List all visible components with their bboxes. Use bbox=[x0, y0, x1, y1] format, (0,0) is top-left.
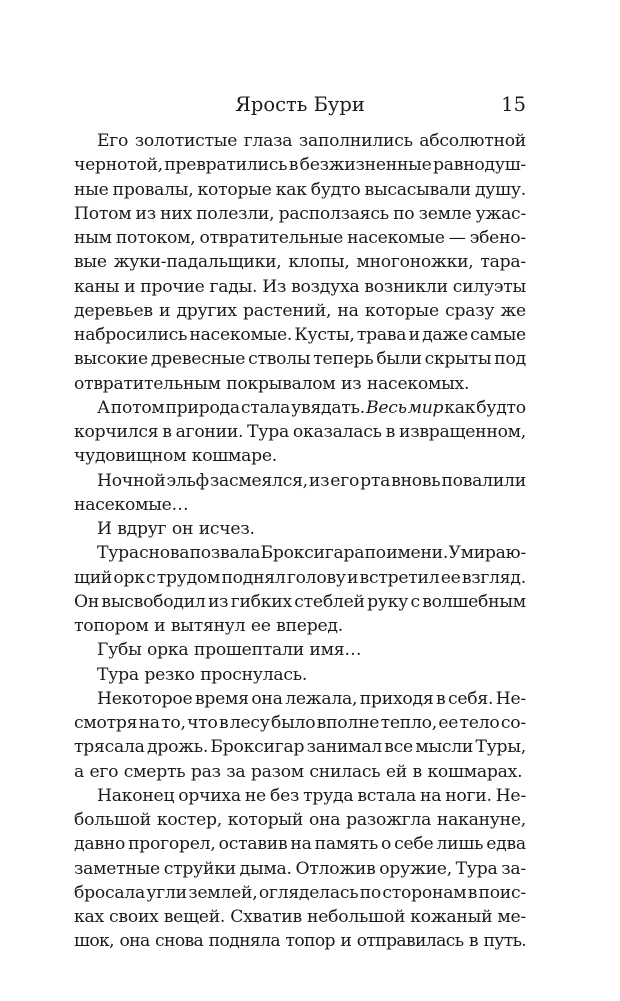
word: прочие bbox=[140, 276, 205, 297]
word: его bbox=[89, 761, 119, 782]
word: Он bbox=[74, 591, 100, 612]
word: приходя bbox=[359, 688, 434, 709]
word: в bbox=[218, 713, 229, 733]
word: в bbox=[385, 422, 396, 442]
word: струйки bbox=[163, 858, 236, 879]
word: древесные bbox=[150, 349, 246, 370]
word: Тура bbox=[97, 543, 139, 564]
word: вперед. bbox=[276, 616, 343, 636]
word: Тура bbox=[455, 858, 498, 879]
word: давно bbox=[74, 834, 126, 855]
word: имени. bbox=[386, 543, 449, 564]
text-line bbox=[74, 808, 526, 832]
text-line bbox=[74, 493, 526, 517]
word: лежала, bbox=[285, 688, 358, 709]
word: Тура bbox=[97, 664, 139, 685]
word: разом bbox=[250, 761, 304, 782]
word: имя… bbox=[309, 640, 362, 661]
word: клопы, bbox=[288, 252, 350, 273]
word: будто bbox=[310, 179, 361, 200]
word: бросала bbox=[74, 882, 145, 903]
word: высокие bbox=[74, 349, 148, 370]
word: топор bbox=[285, 931, 335, 952]
word: абсолютной bbox=[419, 131, 526, 151]
text-line bbox=[74, 396, 526, 420]
word: на bbox=[420, 785, 442, 806]
word: из bbox=[135, 203, 156, 224]
word: она bbox=[308, 810, 341, 830]
word: тело bbox=[459, 713, 500, 733]
word: его bbox=[330, 470, 360, 491]
text-line bbox=[74, 420, 526, 444]
word: гибких bbox=[230, 591, 292, 612]
text-line bbox=[74, 517, 526, 541]
word: отвратительные bbox=[199, 228, 343, 248]
word: воздуха bbox=[291, 276, 360, 297]
text-line bbox=[74, 784, 526, 808]
word: отправилась bbox=[356, 931, 464, 952]
word: поис- bbox=[478, 882, 526, 903]
word: она bbox=[251, 688, 283, 709]
text-line bbox=[74, 226, 526, 250]
word: большой bbox=[74, 810, 152, 830]
word: дыма. bbox=[239, 858, 292, 879]
word: не bbox=[244, 785, 266, 806]
text-line bbox=[74, 250, 526, 274]
word: и bbox=[154, 616, 166, 636]
word: Туры, bbox=[475, 737, 526, 758]
word: эльф bbox=[166, 470, 209, 491]
word: шок, bbox=[74, 931, 114, 952]
word: себе bbox=[394, 834, 434, 855]
word: Кусты, bbox=[294, 325, 355, 345]
word: вполне bbox=[316, 713, 380, 733]
word: кошмарах. bbox=[427, 761, 523, 782]
word: о bbox=[380, 834, 392, 855]
text-line bbox=[74, 614, 526, 638]
text-line bbox=[74, 711, 526, 735]
word: Из bbox=[262, 276, 287, 297]
word: из bbox=[308, 470, 330, 491]
word: глаза bbox=[243, 131, 293, 151]
word: раз bbox=[190, 761, 221, 782]
text-line bbox=[74, 202, 526, 226]
word: и bbox=[347, 567, 359, 588]
word: без bbox=[269, 785, 300, 806]
word: за bbox=[226, 761, 246, 782]
text-line bbox=[74, 881, 526, 905]
word: по bbox=[393, 203, 415, 224]
word: кошмаре. bbox=[191, 446, 278, 467]
word: время bbox=[194, 688, 249, 709]
word: то, bbox=[161, 713, 186, 733]
word: руку bbox=[367, 591, 409, 612]
word: разожгла bbox=[346, 810, 432, 830]
word: трава bbox=[356, 325, 407, 345]
word: огляделась bbox=[258, 882, 359, 903]
word: покрывалом bbox=[226, 373, 336, 394]
text-line bbox=[74, 299, 526, 323]
word: и bbox=[159, 300, 171, 321]
word: потом bbox=[110, 397, 165, 418]
word: позвала bbox=[189, 543, 261, 564]
word: сразу bbox=[445, 300, 495, 321]
word: в bbox=[162, 422, 172, 442]
word: ее bbox=[438, 713, 459, 733]
word: душу. bbox=[474, 179, 526, 200]
word: возникли bbox=[364, 276, 448, 297]
word: заполнились bbox=[298, 131, 413, 151]
text-line bbox=[74, 905, 526, 929]
word: — bbox=[448, 228, 466, 248]
word: сторонам bbox=[382, 882, 467, 903]
word: Броксигара bbox=[260, 543, 365, 564]
word: даже bbox=[422, 325, 468, 345]
word: и bbox=[124, 276, 136, 297]
word: самые bbox=[470, 325, 526, 345]
word: Весь bbox=[365, 397, 407, 418]
word: снова bbox=[139, 543, 190, 564]
word: агонии. bbox=[175, 422, 244, 442]
text-line bbox=[74, 760, 526, 784]
word: снова bbox=[155, 931, 204, 952]
text-line bbox=[74, 566, 526, 590]
word: провалы, bbox=[112, 179, 194, 200]
word: память bbox=[314, 834, 378, 855]
word: корчился bbox=[74, 422, 159, 442]
word: ные bbox=[74, 179, 109, 200]
running-head-title: Ярость Бури bbox=[235, 93, 365, 116]
word: А bbox=[97, 397, 110, 418]
word: ным bbox=[74, 228, 112, 248]
word: дрожь. bbox=[147, 737, 209, 758]
word: были bbox=[376, 349, 422, 370]
word: Отложив bbox=[295, 858, 376, 879]
word: силуэты bbox=[452, 276, 526, 297]
word: отвратительным bbox=[74, 373, 221, 394]
word: из bbox=[207, 591, 229, 612]
text-line bbox=[74, 590, 526, 614]
word: орк bbox=[113, 567, 145, 588]
word: трясала bbox=[74, 737, 145, 758]
word: И bbox=[97, 519, 112, 539]
word: прошептали bbox=[193, 640, 304, 661]
word: насекомые. bbox=[189, 325, 293, 345]
word: стала bbox=[240, 397, 291, 418]
word: снилась bbox=[309, 761, 381, 782]
word: трудом bbox=[156, 567, 221, 588]
word: деревьев bbox=[74, 300, 153, 321]
word: стеблей bbox=[294, 591, 365, 612]
word: голову bbox=[286, 567, 346, 588]
word: накануне, bbox=[436, 810, 526, 830]
word: лесу bbox=[229, 713, 270, 733]
word: поднял bbox=[221, 567, 286, 588]
word: было bbox=[271, 713, 316, 733]
word: заметные bbox=[74, 858, 160, 879]
word: со- bbox=[500, 713, 526, 733]
word: встала bbox=[357, 785, 417, 806]
word: с bbox=[410, 591, 420, 612]
word: встретил bbox=[359, 567, 440, 588]
word: жуки-падальщики, bbox=[113, 252, 282, 273]
word: превратились bbox=[164, 155, 288, 176]
word: ей bbox=[385, 761, 407, 782]
word: и bbox=[340, 931, 352, 952]
word: взгляд. bbox=[461, 567, 526, 588]
word: орчиха bbox=[178, 785, 241, 806]
word: который bbox=[227, 810, 304, 830]
text-line bbox=[74, 541, 526, 565]
word: она bbox=[119, 931, 150, 952]
word: высасывали bbox=[364, 179, 471, 200]
word: тара- bbox=[480, 252, 526, 273]
text-line bbox=[74, 857, 526, 881]
word: гады. bbox=[209, 276, 258, 297]
text-line bbox=[74, 129, 526, 153]
word: в bbox=[468, 931, 478, 952]
word: эбено- bbox=[469, 228, 526, 248]
word: исчез. bbox=[198, 519, 255, 539]
word: на bbox=[290, 834, 312, 855]
word: скрыты bbox=[424, 349, 492, 370]
word: проснулась. bbox=[200, 664, 308, 685]
word: каны bbox=[74, 276, 120, 297]
word: рта bbox=[360, 470, 391, 491]
word: же bbox=[500, 300, 526, 321]
word: небольшой bbox=[307, 907, 406, 927]
text-line bbox=[74, 444, 526, 468]
word: вдруг bbox=[117, 519, 167, 539]
text-line bbox=[74, 347, 526, 371]
word: теперь bbox=[313, 349, 374, 370]
word: безжизненные bbox=[299, 155, 432, 176]
word: Ночной bbox=[97, 470, 166, 491]
word: многоножки, bbox=[356, 252, 474, 273]
word: оружие, bbox=[379, 858, 452, 879]
word: Тура bbox=[247, 422, 289, 442]
word: извращенном, bbox=[399, 422, 526, 442]
word: топором bbox=[74, 616, 149, 636]
word: с bbox=[146, 567, 156, 588]
word: Наконец bbox=[97, 785, 175, 806]
word: насекомые… bbox=[74, 494, 189, 515]
word: труда bbox=[303, 785, 354, 806]
text-line bbox=[74, 687, 526, 711]
word: землей, bbox=[188, 882, 258, 903]
running-head bbox=[74, 92, 526, 118]
word: на bbox=[138, 713, 160, 733]
word: костер, bbox=[156, 810, 222, 830]
word: как bbox=[444, 397, 476, 418]
word: насекомых. bbox=[366, 373, 470, 394]
word: вытянул bbox=[170, 616, 246, 636]
word: растений, bbox=[243, 300, 332, 321]
word: них bbox=[160, 203, 192, 224]
word: лишь bbox=[436, 834, 484, 855]
word: ее bbox=[250, 616, 271, 636]
word: ужас- bbox=[475, 203, 526, 224]
word: ме- bbox=[497, 907, 526, 927]
word: увядать. bbox=[291, 397, 365, 418]
word: высвободил bbox=[101, 591, 206, 612]
word: вновь bbox=[391, 470, 441, 491]
word: Схватив bbox=[230, 907, 302, 927]
text-line bbox=[74, 638, 526, 662]
word: на bbox=[337, 300, 359, 321]
word: как bbox=[275, 179, 307, 200]
word: в bbox=[288, 155, 299, 176]
word: Некоторое bbox=[97, 688, 193, 709]
text-line bbox=[74, 832, 526, 856]
word: смотря bbox=[74, 713, 138, 733]
word: мир bbox=[407, 397, 444, 418]
word: Не- bbox=[495, 688, 526, 709]
text-line bbox=[74, 323, 526, 347]
word: вые bbox=[74, 252, 107, 273]
word: Умираю- bbox=[448, 543, 526, 564]
word: других bbox=[176, 300, 237, 321]
word: золотистые bbox=[134, 131, 238, 151]
word: Потом bbox=[74, 203, 132, 224]
word: Губы bbox=[97, 640, 142, 661]
word: ее bbox=[440, 567, 461, 588]
word: в bbox=[412, 761, 422, 782]
word: расползаясь bbox=[278, 203, 389, 224]
word: стволы bbox=[248, 349, 311, 370]
word: насекомые bbox=[347, 228, 445, 248]
word: по bbox=[364, 543, 386, 564]
word: тепло, bbox=[380, 713, 437, 733]
body-text bbox=[74, 129, 526, 954]
text-line bbox=[74, 178, 526, 202]
word: орка bbox=[147, 640, 189, 661]
word: едва bbox=[486, 834, 526, 855]
word: подняла bbox=[208, 931, 280, 952]
word: чудовищном bbox=[74, 446, 187, 467]
word: смерть bbox=[123, 761, 186, 782]
word: вещей. bbox=[163, 907, 226, 927]
text-line bbox=[74, 153, 526, 177]
word: резко bbox=[144, 664, 195, 685]
word: своих bbox=[109, 907, 159, 927]
word: которые bbox=[197, 179, 272, 200]
word: по bbox=[359, 882, 382, 903]
word: что bbox=[187, 713, 218, 733]
text-line bbox=[74, 275, 526, 299]
word: земле bbox=[418, 203, 472, 224]
word: равнодуш- bbox=[433, 155, 526, 176]
word: потоком, bbox=[115, 228, 196, 248]
word: из bbox=[341, 373, 362, 394]
word: Броксигар bbox=[210, 737, 305, 758]
text-line bbox=[74, 372, 526, 396]
word: набросились bbox=[74, 325, 188, 345]
word: а bbox=[74, 761, 84, 782]
text-line bbox=[74, 469, 526, 493]
word: ках bbox=[74, 907, 104, 927]
word: которые bbox=[364, 300, 439, 321]
word: повалили bbox=[441, 470, 526, 491]
page-number: 15 bbox=[501, 93, 526, 116]
word: под bbox=[494, 349, 526, 370]
word: Его bbox=[97, 131, 129, 151]
word: он bbox=[171, 519, 194, 539]
word: ноги. bbox=[445, 785, 492, 806]
word: Не- bbox=[495, 785, 526, 806]
word: путь. bbox=[483, 931, 527, 952]
word: волшебным bbox=[422, 591, 526, 612]
word: занимал bbox=[306, 737, 382, 758]
word: угли bbox=[146, 882, 187, 903]
word: мысли bbox=[415, 737, 474, 758]
word: засмеялся, bbox=[209, 470, 308, 491]
word: щий bbox=[74, 567, 113, 588]
text-line bbox=[74, 663, 526, 687]
word: себя. bbox=[448, 688, 494, 709]
word: чернотой, bbox=[74, 155, 163, 176]
text-line bbox=[74, 929, 526, 953]
word: оставив bbox=[218, 834, 288, 855]
word: полезли, bbox=[196, 203, 275, 224]
word: кожаный bbox=[410, 907, 493, 927]
word: за- bbox=[501, 858, 526, 879]
word: в bbox=[467, 882, 478, 903]
text-line bbox=[74, 735, 526, 759]
word: оказалась bbox=[292, 422, 382, 442]
word: будто bbox=[476, 397, 526, 418]
word: все bbox=[384, 737, 413, 758]
word: прогорел, bbox=[128, 834, 216, 855]
word: и bbox=[408, 325, 420, 345]
word: природа bbox=[165, 397, 240, 418]
word: в bbox=[436, 688, 446, 709]
